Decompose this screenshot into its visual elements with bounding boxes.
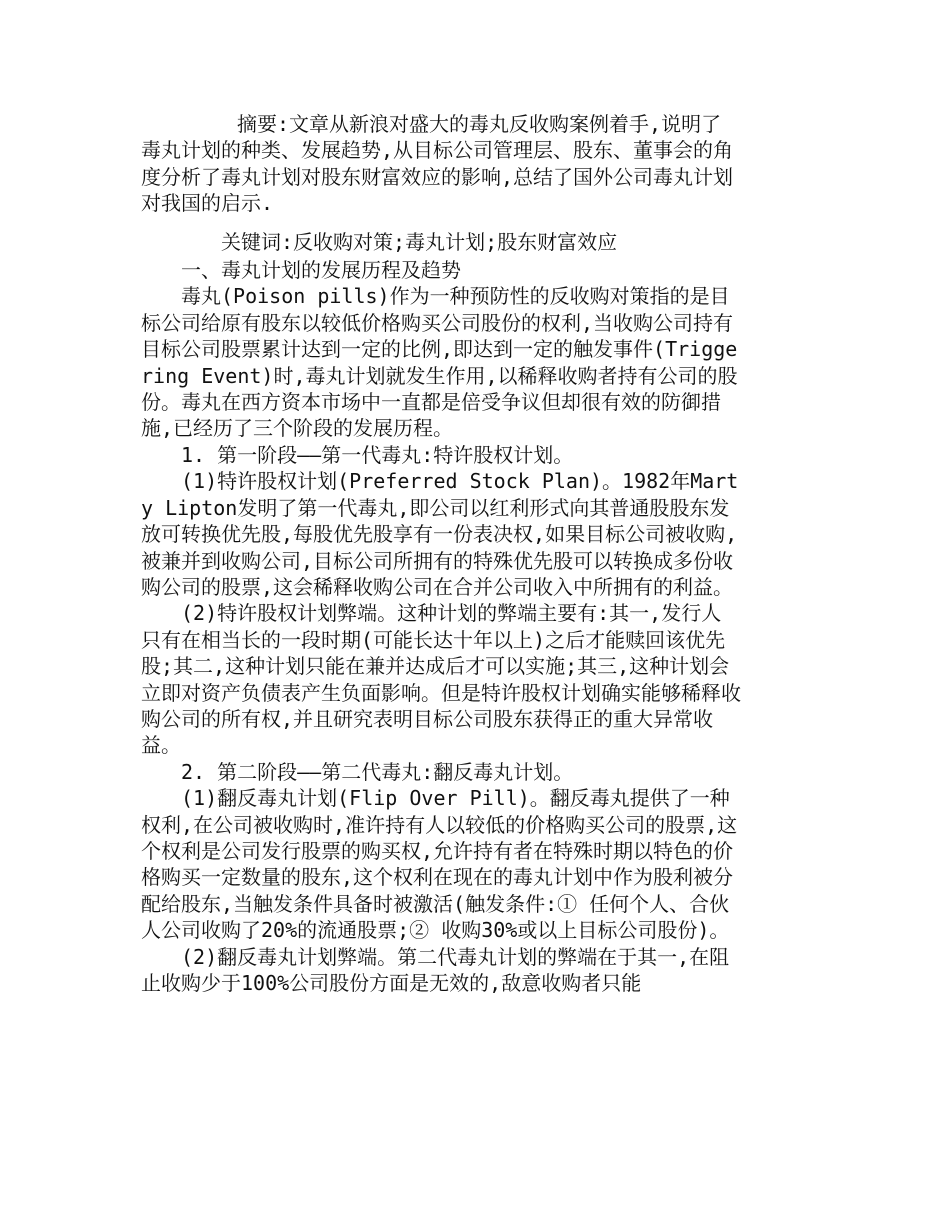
subheading: 2. 第二阶段——第二代毒丸:翻反毒丸计划。 xyxy=(181,759,574,784)
document-body xyxy=(141,111,741,996)
section-heading: 一、毒丸计划的发展历程及趋势 xyxy=(181,258,461,283)
subheading: 1. 第一阶段——第一代毒丸:特许股权计划。 xyxy=(181,442,574,467)
body-paragraph: (2)翻反毒丸计划弊端。第二代毒丸计划的弊端在于其一,在阻止收购少于100%公司股份方面是无效的,敌意收购者只能 xyxy=(141,944,730,995)
body-paragraph: 毒丸(Poison pills)作为一种预防性的反收购对策指的是目标公司给原有股东以较低价格购买公司股份的权利,当收购公司持有目标公司股票累计达到一定的比例,即达到一定的触发事件(Triggering Event)时,毒丸计划就发生作用,以稀释收购者持有公司的股份。毒丸在西方资本市场中一直都是倍受争议但却很有效的防御措施,已经历了三个阶段的发展历程。 xyxy=(141,284,738,441)
body-paragraph: (1)翻反毒丸计划(Flip Over Pill)。翻反毒丸提供了一种权利,在公司被收购时,准许持有人以较低的价格购买公司的股票,这个权利是公司发行股票的购买权,允许持有者在特殊时期以特色的价格购买一定数量的股东,这个权利在现在的毒丸计划中作为股利被分配给股东,当触发条件具备时被激活(触发条件:① 任何个人、合伙人公司收购了20%的流通股票;② 收购30%或以上目标公司股份)。 xyxy=(141,786,738,943)
body-paragraph: (1)特许股权计划(Preferred Stock Plan)。1982年Marty Lipton发明了第一代毒丸,即公司以红利形式向其普通股股东发放可转换优先股,每股优先股享有一份表决权,如果目标公司被收购,被兼并到收购公司,目标公司所拥有的特殊优先股可以转换成多份收购公司的股票,这会稀释收购公司在合并公司收入中所拥有的利益。 xyxy=(141,469,739,599)
keywords-paragraph: 关键词:反收购对策;毒丸计划;股东财富效应 xyxy=(221,229,618,254)
body-paragraph: (2)特许股权计划弊端。这种计划的弊端主要有:其一,发行人只有在相当长的一段时期(可能长达十年以上)之后才能赎回该优先股;其二,这种计划只能在兼并达成后才可以实施;其三,这种计划会立即对资产负债表产生负面影响。但是特许股权计划确实能够稀释收购公司的所有权,并且研究表明目标公司股东获得正的重大异常收益。 xyxy=(141,601,741,758)
abstract-paragraph: 摘要:文章从新浪对盛大的毒丸反收购案例着手,说明了毒丸计划的种类、发展趋势,从目标公司管理层、股东、董事会的角度分析了毒丸计划对股东财富效应的影响,总结了国外公司毒丸计划对我国的启示. xyxy=(141,112,734,216)
